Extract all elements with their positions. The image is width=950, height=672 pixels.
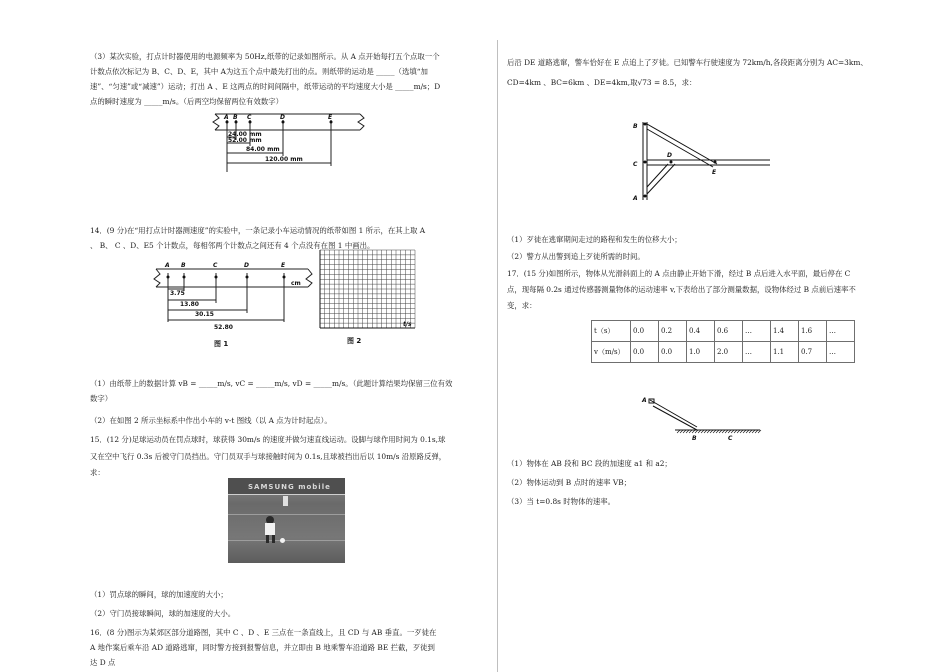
q13-tape-label-c: C [247,114,252,121]
q16-label-a: A [633,195,638,202]
q14-sub2: （2）在如图 2 所示坐标系中作出小车的 v-t 图线（以 A 点为计时起点）。 [90,416,332,425]
q14-tape-unit: cm [291,280,301,287]
q16-cont-line2: CD=4km 、BC=6km 、DE=4km,取√73 = 8.5，求： [507,78,697,87]
q16-line1: 16．(8 分)图示为某郊区部分道路图，其中 C 、D 、E 三点在一条直线上，且 CD 与 AB 垂直。一歹徒在 [90,628,437,637]
q15-sub1: （1）罚点球的瞬间，球的加速度的大小； [90,590,228,599]
q13-part3-line2: 计数点依次标记为 B、C、D、E，其中 A为这五个点中最先打出的点。则纸带的运动是 _____（选填“加 [90,67,428,76]
q17-cell: 0.0 [659,342,687,363]
q17-cell: v（m/s） [592,342,631,363]
q17-cell: 0.7 [799,342,827,363]
q17-cell: … [743,321,771,342]
q17-line2: 点，现每隔 0.2s 通过传感器测量物体的运动速率 v,下表给出了部分测量数据，设物体经过 B 点前后速率不 [507,285,856,294]
q14-fig2-caption: 图 2 [347,337,362,345]
q14-tape-figure [150,255,315,350]
q14-dim-ab: 3.75 [170,290,185,297]
q14-sub1-line1: （1）由纸带上的数据计算 vB = _____m/s, vC = _____m/s, vD = _____m/s。（此题计算结果均保留三位有效 [90,379,453,388]
q17-line1: 17．(15 分)如图所示，物体从光滑斜面上的 A 点由静止开始下滑，经过 B 点后进入水平面，最后停在 C [507,269,851,278]
q17-label-c: C [728,435,733,442]
column-divider [497,40,498,672]
q14-grid-figure [315,248,425,348]
q14-tape-label-b: B [181,262,186,269]
q16-label-c: C [633,161,638,168]
q13-tape-label-a: A [224,114,229,121]
q14-dim-ae: 52.80 [214,324,233,331]
q17-cell: 1.4 [771,321,799,342]
q14-sub1-line2: 数字） [90,394,113,403]
q13-tape-label-b: B [233,114,238,121]
q17-sub2: （2）物体运动到 B 点时的速率 VB； [507,478,632,487]
q16-label-e: E [712,169,717,176]
q17-cell: 0.0 [631,321,659,342]
q13-tape-label-e: E [328,114,333,121]
q13-dim-ac: 52.00 mm [228,137,262,144]
q17-label-a: A [642,397,647,404]
q17-table-row-v [592,342,855,363]
q17-cell: 1.6 [799,321,827,342]
q14-tape-label-d: D [244,262,249,269]
q17-label-b: B [692,435,697,442]
q17-data-table [591,320,855,363]
q16-line3: 达 D 点 [90,658,116,667]
q13-tape-label-d: D [280,114,285,121]
q13-dim-ae: 120.00 mm [265,156,303,163]
q15-photo-banner: SAMSUNG mobile [248,483,331,491]
q15-line1: 15．(12 分)足球运动员在罚点球时，球获得 30m/s 的速度并做匀速直线运动。设脚与球作用时间为 0.1s,球 [90,435,446,444]
q17-cell: 1.1 [771,342,799,363]
q15-line3: 求： [90,468,105,477]
q16-road-diagram [625,112,775,207]
q13-part3-line3: 速”、“匀速”或“减速”）运动；打出 A 、E 这两点的时间间隔中，纸带运动的平均速度大小是 _____m/s；D [90,82,441,91]
q16-sub2: （2）警方从出警到追上歹徒所需的时间。 [507,252,645,261]
q14-tape-label-c: C [213,262,218,269]
q16-line2: A 地作案后乘车沿 AD 道路逃窜，同时警方接到报警信息，并立即由 B 地乘警车沿道路 BE 拦截，歹徒到 [90,643,435,652]
q17-sub3: （3）当 t=0.8s 时物体的速率。 [507,497,616,506]
q16-label-d: D [667,152,672,159]
q14-line1: 14．(9 分)在“用打点计时器测速度”的实验中，一条记录小车运动情况的纸带如图 1 所示，在其上取 A [90,226,426,235]
q13-part3-line1: （3）某次实验，打点计时器使用的电源频率为 50Hz,纸带的记录如图所示。从 A 点开始每打五个点取一个 [90,52,440,61]
q14-line2: 、 B、 C 、D、E5 个计数点，每相邻两个计数点之间还有 4 个点没有在图 1 中画出。 [90,241,375,250]
q13-part3-line4: 点的瞬时速度为 _____m/s。（后两空均保留两位有效数字） [90,97,284,106]
q15-sub2: （2）守门员接球瞬间，球的加速度的大小。 [90,609,236,618]
q17-table-row-t [592,321,855,342]
q17-cell: … [827,321,855,342]
q17-incline-diagram [635,392,765,444]
q17-cell: 2.0 [715,342,743,363]
q14-grid-axis-t: t/s [403,321,412,328]
q16-sub1: （1）歹徒在逃窜期间走过的路程和发生的位移大小； [507,235,682,244]
q17-cell: … [827,342,855,363]
q13-tape-figure [210,110,370,174]
q13-dim-ab: 24.00 mm [228,131,262,138]
q15-line2: 又在空中飞行 0.3s 后被守门员挡出。守门员双手与球接触时间为 0.1s,且球被挡出后以 10m/s 沿原路反弹， [90,452,447,461]
q14-tape-label-e: E [281,262,286,269]
q17-line3: 变，求： [507,301,537,310]
q17-cell: … [743,342,771,363]
q17-cell: 1.0 [687,342,715,363]
q15-penalty-photo [228,478,345,563]
q17-sub1: （1）物体在 AB 段和 BC 段的加速度 a1 和 a2； [507,459,672,468]
q14-dim-ac: 13.80 [180,301,199,308]
q17-cell: 0.6 [715,321,743,342]
q13-dim-ad: 84.00 mm [246,146,280,153]
q16-label-b: B [633,123,638,130]
q14-dim-ad: 30.15 [195,311,214,318]
q14-tape-label-a: A [165,262,170,269]
q17-cell: 0.4 [687,321,715,342]
q14-fig1-caption: 图 1 [214,340,229,348]
q17-cell: t（s） [592,321,631,342]
q16-cont-line1: 后沿 DE 道路逃窜，警车恰好在 E 点追上了歹徒。已知警车行驶速度为 72km/h,各段距离分别为 AC=3km、 [507,58,868,67]
q17-cell: 0.2 [659,321,687,342]
q17-cell: 0.0 [631,342,659,363]
